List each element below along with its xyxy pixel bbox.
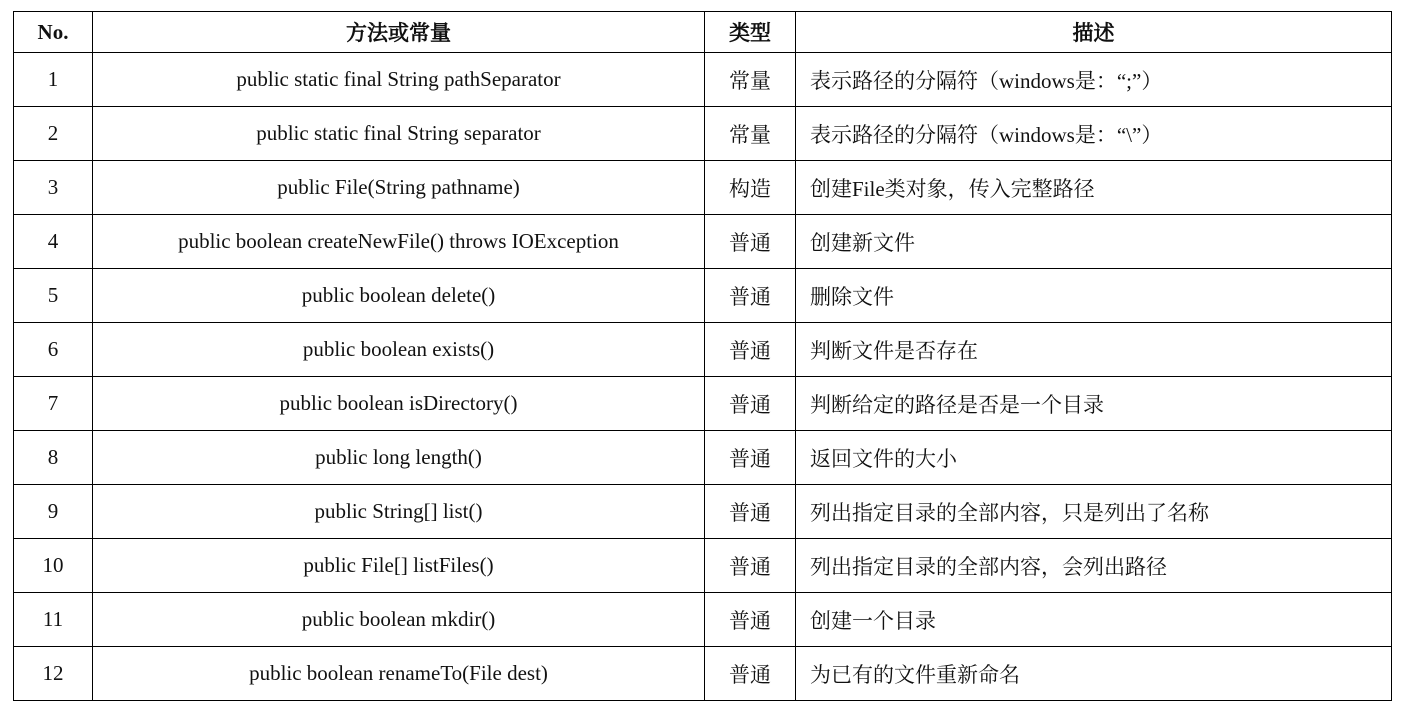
table-row (14, 593, 1392, 647)
cell-desc: 列出指定目录的全部内容，只是列出了名称 (796, 485, 1392, 539)
cell-method: public boolean delete() (93, 269, 705, 323)
cell-desc: 表示路径的分隔符（windows是：“;”） (796, 53, 1392, 107)
cell-no: 7 (14, 377, 93, 431)
cell-method: public long length() (93, 431, 705, 485)
table-body (14, 53, 1392, 701)
cell-type: 普通 (705, 377, 796, 431)
cell-no: 2 (14, 107, 93, 161)
cell-type: 普通 (705, 323, 796, 377)
cell-no: 9 (14, 485, 93, 539)
cell-no: 8 (14, 431, 93, 485)
header-type: 类型 (705, 12, 796, 53)
header-desc: 描述 (796, 12, 1392, 53)
header-method: 方法或常量 (93, 12, 705, 53)
cell-type: 普通 (705, 593, 796, 647)
cell-desc: 判断给定的路径是否是一个目录 (796, 377, 1392, 431)
cell-type: 构造 (705, 161, 796, 215)
cell-method: public boolean createNewFile() throws IOException (93, 215, 705, 269)
cell-desc: 列出指定目录的全部内容，会列出路径 (796, 539, 1392, 593)
table-row (14, 377, 1392, 431)
table-row (14, 539, 1392, 593)
table-row (14, 431, 1392, 485)
table-row (14, 161, 1392, 215)
cell-method: public boolean renameTo(File dest) (93, 647, 705, 701)
cell-type: 常量 (705, 53, 796, 107)
cell-desc: 删除文件 (796, 269, 1392, 323)
header-no: No. (14, 12, 93, 53)
table-row (14, 215, 1392, 269)
table-row (14, 323, 1392, 377)
cell-method: public String[] list() (93, 485, 705, 539)
cell-method: public boolean isDirectory() (93, 377, 705, 431)
cell-no: 1 (14, 53, 93, 107)
cell-desc: 判断文件是否存在 (796, 323, 1392, 377)
cell-method: public boolean mkdir() (93, 593, 705, 647)
cell-type: 常量 (705, 107, 796, 161)
table-row (14, 107, 1392, 161)
cell-type: 普通 (705, 539, 796, 593)
table-row (14, 647, 1392, 701)
cell-no: 4 (14, 215, 93, 269)
cell-method: public static final String separator (93, 107, 705, 161)
cell-desc: 表示路径的分隔符（windows是：“\”） (796, 107, 1392, 161)
cell-desc: 为已有的文件重新命名 (796, 647, 1392, 701)
cell-desc: 创建一个目录 (796, 593, 1392, 647)
table-row (14, 269, 1392, 323)
cell-type: 普通 (705, 647, 796, 701)
cell-no: 6 (14, 323, 93, 377)
cell-desc: 返回文件的大小 (796, 431, 1392, 485)
cell-method: public boolean exists() (93, 323, 705, 377)
cell-method: public File[] listFiles() (93, 539, 705, 593)
cell-type: 普通 (705, 269, 796, 323)
table-row (14, 53, 1392, 107)
cell-desc: 创建新文件 (796, 215, 1392, 269)
cell-method: public File(String pathname) (93, 161, 705, 215)
cell-method: public static final String pathSeparator (93, 53, 705, 107)
header-row (14, 12, 1392, 53)
cell-no: 5 (14, 269, 93, 323)
cell-type: 普通 (705, 485, 796, 539)
file-methods-table (13, 11, 1392, 701)
cell-no: 11 (14, 593, 93, 647)
cell-no: 12 (14, 647, 93, 701)
cell-type: 普通 (705, 431, 796, 485)
cell-desc: 创建File类对象，传入完整路径 (796, 161, 1392, 215)
cell-type: 普通 (705, 215, 796, 269)
cell-no: 3 (14, 161, 93, 215)
cell-no: 10 (14, 539, 93, 593)
table-row (14, 485, 1392, 539)
